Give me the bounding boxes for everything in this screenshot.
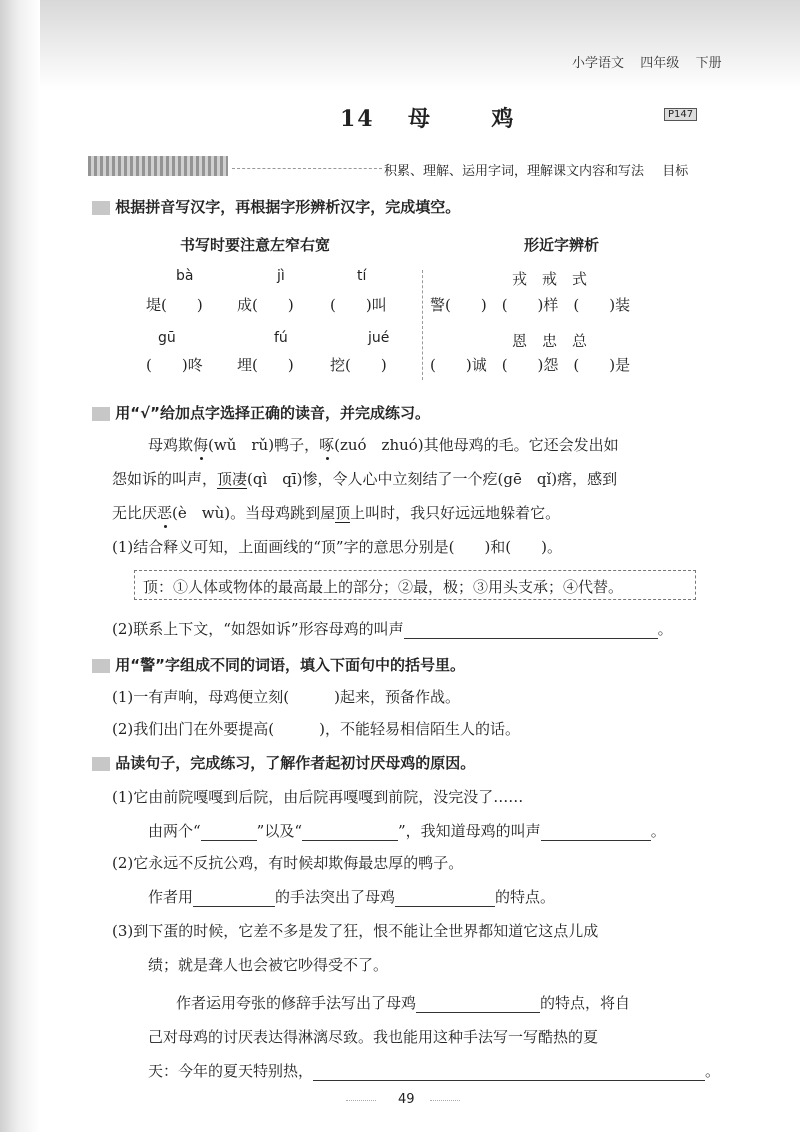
q4-answer2: 作者用 的手法突出了母鸡 的特点。 [148, 888, 556, 906]
divider [232, 168, 382, 169]
q1-blank[interactable]: 堤( ) [146, 296, 203, 314]
q2-title: 用“√”给加点字选择正确的读音，并完成练习。 [92, 402, 430, 423]
similar-chars-group2: 恩 忠 总 [512, 332, 588, 350]
question-marker-icon [92, 757, 110, 771]
q1-divider [422, 270, 423, 380]
q4-answer3-line1: 作者运用夸张的修辞手法写出了母鸡 的特点，将自 [176, 994, 631, 1012]
q4-answer3-line3: 天：今年的夏天特别热， 。 [148, 1062, 721, 1080]
scan-shadow-left [0, 0, 40, 1132]
similar-chars-group1: 戎 戒 式 [512, 270, 588, 288]
pinyin: gū [158, 330, 176, 346]
q1-blank[interactable]: 挖( ) [330, 356, 387, 374]
answer-blank[interactable] [302, 824, 398, 841]
q4-sentence2: (2)它永远不反抗公鸡，有时候却欺侮最忠厚的鸭子。 [112, 854, 464, 872]
lesson-title-a: 母 [407, 106, 432, 132]
q2-passage-line3: 无比厌恶(è wù)。当母鸡跳到屋顶上叫时，我只好远远地躲着它。 [112, 504, 561, 522]
q1-blank-row[interactable]: ( )诚 ( )怨 ( )是 [430, 356, 631, 374]
answer-blank[interactable] [395, 890, 495, 907]
q1-left-header: 书写时要注意左窄右宽 [180, 236, 331, 254]
q1-blank[interactable]: ( )咚 [146, 356, 203, 374]
page-number: 49 [398, 1092, 415, 1107]
q4-title: 品读句子，完成练习，了解作者起初讨厌母鸡的原因。 [92, 752, 475, 773]
q1-blank[interactable]: 成( ) [237, 296, 294, 314]
objective-text: 积累、理解、运用字词，理解课文内容和写法 目标 [384, 164, 689, 179]
page-reference: P147 [664, 108, 697, 121]
scan-shadow-top [0, 0, 800, 90]
q4-sentence1: (1)它由前院嘎嘎到后院，由后院再嘎嘎到前院，没完没了…… [112, 788, 524, 806]
answer-blank[interactable] [416, 996, 540, 1013]
q2-passage-line1: 母鸡欺侮(wǔ rǔ)鸭子，啄(zuó zhuó)其他母鸡的毛。它还会发出如 [148, 436, 619, 454]
q4-sentence3-line1: (3)到下蛋的时候，它差不多是发了狂，恨不能让全世界都知道它这点儿成 [112, 922, 599, 940]
q1-blank[interactable]: ( )叫 [330, 296, 387, 314]
q4-answer3-line2: 己对母鸡的讨厌表达得淋漓尽致。我也能用这种手法写一写酷热的夏 [148, 1028, 599, 1046]
footer-ornament [430, 1100, 460, 1101]
question-marker-icon [92, 201, 110, 215]
lesson-number: 14 [340, 106, 375, 132]
answer-blank[interactable] [201, 824, 257, 841]
q1-right-header: 形近字辨析 [524, 236, 600, 254]
question-marker-icon [92, 407, 110, 421]
grade: 四年级 [640, 56, 680, 71]
pinyin: tí [357, 268, 367, 284]
lesson-title-b: 鸡 [491, 106, 516, 132]
term: 下册 [695, 56, 722, 71]
page-header [572, 52, 722, 71]
q1-blank-row[interactable]: 警( ) ( )样 ( )装 [430, 296, 631, 314]
q2-passage-line2: 怨如诉的叫声，顶凄(qì qī)惨，令人心中立刻结了一个疙(gē qǐ)瘩，感到 [112, 470, 618, 488]
q3-title: 用“警”字组成不同的词语，填入下面句中的括号里。 [92, 654, 465, 675]
objective-badge-icon [88, 156, 228, 176]
q4-answer1: 由两个“ ”以及“ ”，我知道母鸡的叫声 。 [148, 822, 666, 840]
pinyin: bà [176, 268, 194, 284]
q2-sub2: (2)联系上下文，“如怨如诉”形容母鸡的叫声 。 [112, 620, 673, 638]
answer-blank[interactable] [541, 824, 651, 841]
q4-sentence3-line2: 绩；就是聋人也会被它吵得受不了。 [148, 956, 389, 974]
definition-box: 顶：①人体或物体的最高最上的部分；②最，极；③用头支承；④代替。 [134, 570, 696, 600]
answer-blank[interactable] [313, 1064, 705, 1081]
pinyin: jì [277, 268, 285, 284]
objective-label: 目标 [662, 164, 689, 179]
q1-blank[interactable]: 埋( ) [237, 356, 294, 374]
subject: 小学语文 [572, 56, 625, 71]
footer-ornament [346, 1100, 376, 1101]
pinyin: jué [368, 330, 390, 346]
q3-sentence2[interactable]: (2)我们出门在外要提高( )，不能轻易相信陌生人的话。 [112, 720, 520, 738]
q2-sub1[interactable]: (1)结合释义可知，上面画线的“顶”字的意思分别是( )和( )。 [112, 538, 562, 556]
answer-blank[interactable] [193, 890, 275, 907]
lesson-title [340, 102, 515, 133]
q1-title: 根据拼音写汉字，再根据字形辨析汉字，完成填空。 [92, 196, 460, 217]
question-marker-icon [92, 659, 110, 673]
pinyin: fú [274, 330, 288, 346]
q3-sentence1[interactable]: (1)一有声响，母鸡便立刻( )起来，预备作战。 [112, 688, 460, 706]
answer-blank[interactable] [404, 622, 658, 639]
